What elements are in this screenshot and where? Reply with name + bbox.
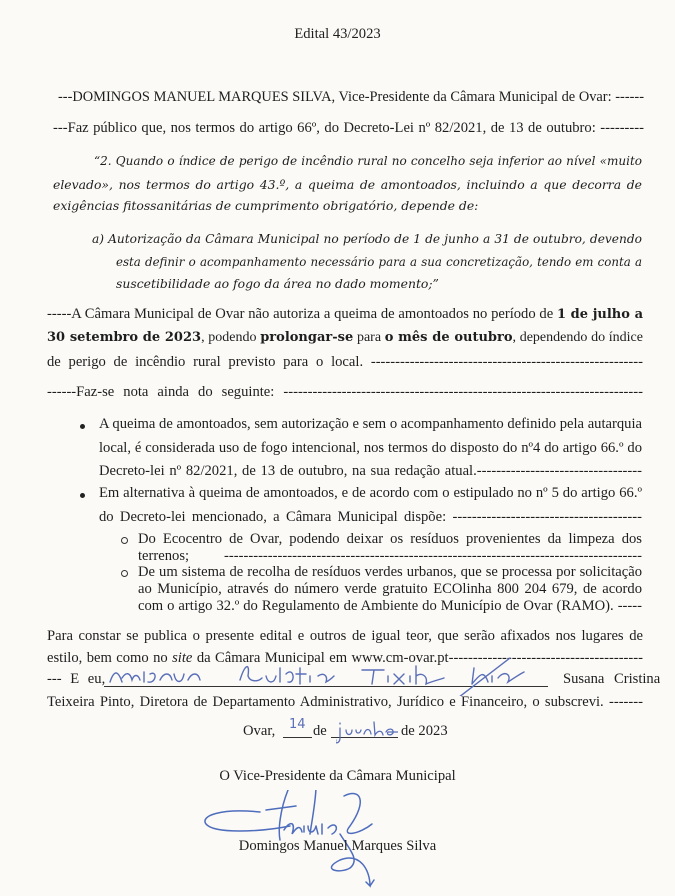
notice-text: , podendo	[201, 330, 261, 345]
notice-text: , dependendo do índice	[512, 330, 643, 345]
closing-line-3-start: --- E eu,	[47, 671, 106, 687]
closing-text: estilo, bem como no	[47, 650, 173, 666]
signatory-name: Domingos Manuel Marques Silva	[238, 838, 437, 854]
bullet-1-line-1: A queima de amontoados, sem autorização e sem o acompanhamento definido pela autarquia	[99, 416, 642, 432]
bullet-icon	[80, 493, 85, 498]
date-month-handwritten	[336, 720, 398, 746]
nota-line: ------Faz-se nota ainda do seguinte: --------------------------------------------------------------------------	[47, 384, 643, 400]
bullet-1-line-3: Decreto-lei nº 82/2021, de 13 de outubro, na sua redação atual.----------------------------------	[99, 463, 642, 479]
bullet-1-line-2: local, é considerada uso de fogo intencional, nos termos do disposto do nº4 do artigo 66.º do	[99, 440, 642, 456]
bullet-2-line-2: do Decreto-lei mencionado, a Câmara Municipal dispõe: ---------------------------------------	[99, 509, 642, 525]
date-de: de	[313, 723, 327, 739]
notice-text: -----A Câmara Municipal de Ovar não autoriza a queima de amontoados no período de	[47, 306, 557, 322]
quote-item-a-line-3: suscetibilidade ao fogo da área no dado momento;”	[116, 276, 439, 291]
notice-bold-month: o mês de outubro	[384, 330, 513, 345]
date-day-underline	[283, 737, 312, 738]
bullet-icon	[80, 424, 85, 429]
notice-bold-date-end: 30 setembro de 2023	[47, 330, 202, 345]
date-year: de 2023	[401, 723, 448, 739]
sub-bullet-1-line-2: terrenos; --------------------------------------------------------------------------------------	[138, 548, 642, 564]
notice-line-1	[47, 306, 643, 323]
circle-bullet-icon	[121, 537, 128, 544]
closing-text: da Câmara Municipal em www.cm-ovar.pt----------------------------------------	[192, 650, 643, 666]
quote-item-a-line-2: esta definir o acompanhamento necessário para a sua concretização, tendo em conta a	[116, 255, 642, 269]
closing-line-1: Para constar se publica o presente edital e outros de igual teor, que serão afixados nos lugares de	[47, 628, 643, 644]
notice-text: para	[353, 330, 385, 345]
quote-item-a-line-1: a) Autorização da Câmara Municipal no período de 1 de junho a 31 de outubro, devendo	[92, 232, 642, 246]
sub-bullet-2-line-3: com o artigo 32.º do Regulamento de Ambiente do Município de Ovar (RAMO). -----	[138, 598, 642, 614]
header-line: ---DOMINGOS MANUEL MARQUES SILVA, Vice-Presidente da Câmara Municipal de Ovar: ------	[58, 89, 644, 105]
document-title: Edital 43/2023	[294, 26, 381, 42]
closing-line-4: Teixeira Pinto, Diretora de Departamento Administrativo, Jurídico e Financeiro, o subscrevi. -------	[47, 694, 643, 710]
notice-line-2	[47, 330, 643, 346]
sub-bullet-2-line-2: ao Município, através do número verde gratuito ECOlinha 800 204 679, de acordo	[138, 581, 642, 597]
quote-line-3: exigências fitossanitárias de cumprimento obrigatório, depende de:	[53, 198, 479, 213]
secretary-signature	[100, 656, 550, 696]
notice-bold-date-start: 1 de julho a	[556, 307, 643, 322]
sub-bullet-1-line-1: Do Ecocentro de Ovar, podendo deixar os resíduos provenientes da limpeza dos	[138, 531, 642, 547]
closing-line-3-end: Susana Cristina	[563, 671, 661, 687]
notice-line-3: de perigo de incêndio rural previsto para o local. --------------------------------------------------------	[47, 354, 643, 370]
signatory-role: O Vice-Presidente da Câmara Municipal	[219, 768, 456, 784]
bullet-2-line-1: Em alternativa à queima de amontoados, e de acordo com o estipulado no nº 5 do artigo 66.º	[99, 485, 642, 501]
quote-line-1: “2. Quando o índice de perigo de incêndio rural no concelho seja inferior ao nível «muito	[94, 154, 642, 168]
circle-bullet-icon	[121, 570, 128, 577]
notice-bold-extend: prolongar-se	[260, 330, 354, 345]
date-day-handwritten: 14	[289, 717, 306, 732]
faz-publico-line: ---Faz público que, nos termos do artigo 66º, do Decreto-Lei nº 82/2021, de 13 de outubro: ---------	[53, 120, 644, 136]
sub-bullet-2-line-1: De um sistema de recolha de resíduos verdes urbanos, que se processa por solicitação	[138, 564, 642, 580]
date-prefix: Ovar,	[243, 723, 276, 739]
closing-site-italic: site	[172, 650, 193, 666]
quote-line-2: elevado», nos termos do artigo 43.º, a queima de amontoados, incluindo a que decorra de	[53, 177, 642, 192]
